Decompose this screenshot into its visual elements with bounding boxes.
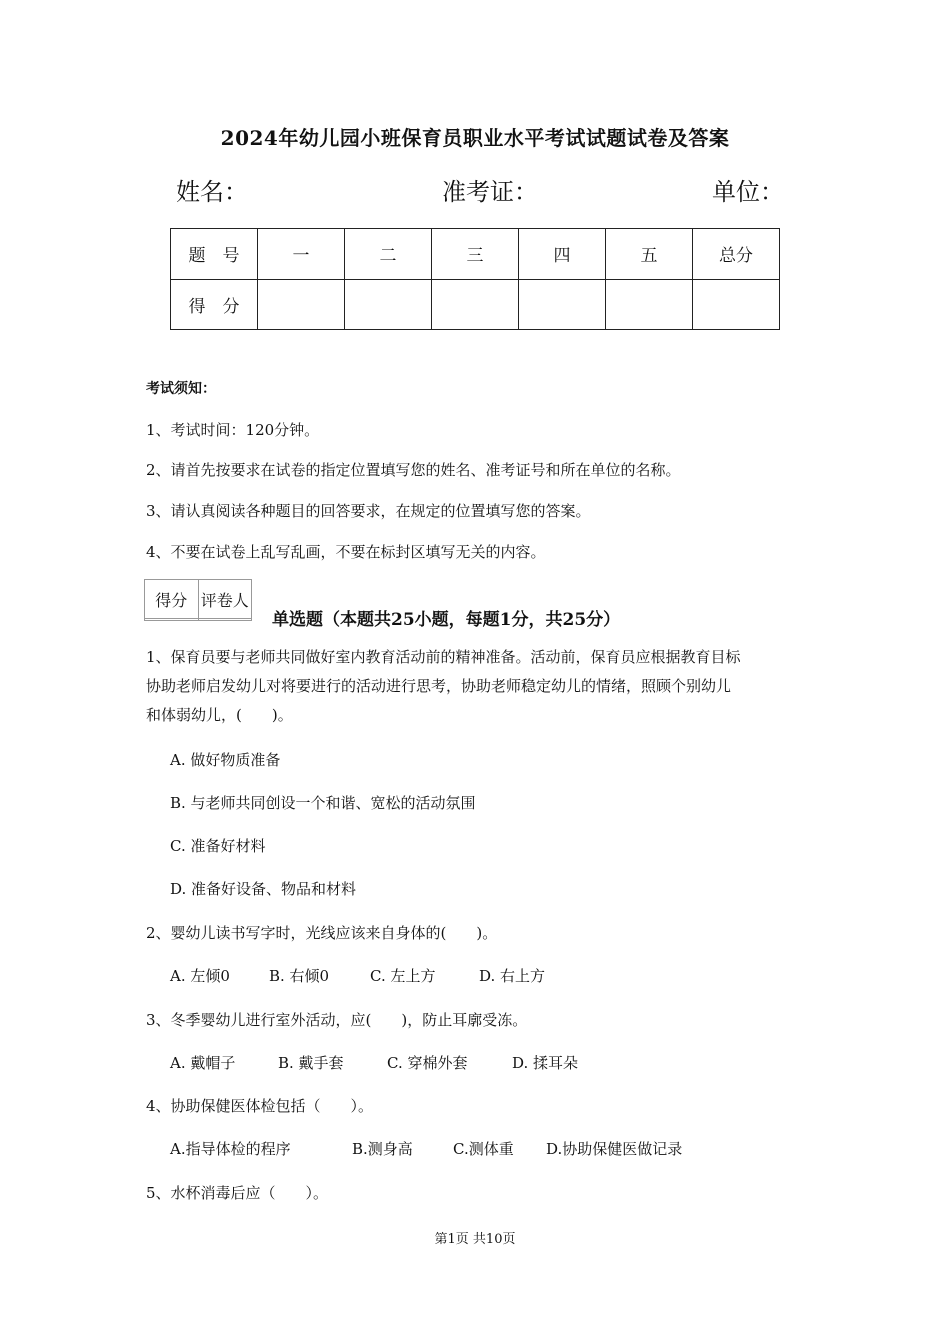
option-d: D. 右上方 — [479, 967, 546, 985]
score-cell[interactable] — [519, 279, 606, 330]
name-label: 姓名： — [176, 178, 248, 206]
notes-title: 考试须知： — [146, 381, 216, 397]
grader-box — [144, 579, 252, 621]
question-stem-line: 和体弱幼儿，( )。 — [146, 706, 293, 724]
score-header-cell: 四 — [519, 229, 606, 280]
note-item: 3、请认真阅读各种题目的回答要求，在规定的位置填写您的答案。 — [146, 502, 591, 520]
grader-score-cell[interactable] — [145, 619, 199, 621]
question-stem: 2、婴幼儿读书写字时，光线应该来自身体的( )。 — [146, 924, 498, 942]
question-stem: 4、协助保健医体检包括（ ）。 — [146, 1097, 374, 1115]
note-item: 1、考试时间：120分钟。 — [146, 421, 320, 439]
score-table-header-row — [171, 229, 780, 280]
option-c: C. 左上方 — [370, 967, 436, 985]
score-header-cell: 三 — [432, 229, 519, 280]
grader-score-label: 得分 — [145, 580, 199, 619]
question-stem: 3、冬季婴幼儿进行室外活动，应( )，防止耳廓受冻。 — [146, 1011, 528, 1029]
score-header-cell: 二 — [345, 229, 432, 280]
option-d: D. 准备好设备、物品和材料 — [170, 880, 357, 898]
option-a: A. 做好物质准备 — [170, 751, 281, 769]
grader-reviewer-cell[interactable] — [198, 619, 252, 621]
score-cell[interactable] — [258, 279, 345, 330]
page-title: 2024年幼儿园小班保育员职业水平考试试题试卷及答案 — [220, 126, 730, 150]
score-header-cell: 题 号 — [171, 229, 258, 280]
score-cell[interactable] — [693, 279, 780, 330]
option-b: B.测身高 — [352, 1140, 413, 1158]
unit-label: 单位： — [712, 178, 784, 206]
option-b: B. 与老师共同创设一个和谐、宽松的活动氛围 — [170, 794, 476, 812]
section-title: 单选题（本题共25小题，每题1分，共25分） — [272, 610, 621, 630]
option-b: B. 右倾0 — [269, 967, 330, 985]
grader-reviewer-label: 评卷人 — [198, 580, 252, 619]
option-a: A. 戴帽子 — [170, 1054, 236, 1072]
question-stem-line: 1、保育员要与老师共同做好室内教育活动前的精神准备。活动前，保育员应根据教育目标 — [146, 648, 741, 666]
question-stem: 5、水杯消毒后应（ ）。 — [146, 1184, 329, 1202]
score-table — [170, 228, 780, 330]
option-b: B. 戴手套 — [278, 1054, 344, 1072]
option-d: D. 揉耳朵 — [512, 1054, 579, 1072]
score-cell[interactable] — [606, 279, 693, 330]
score-header-cell: 总分 — [693, 229, 780, 280]
score-header-cell: 一 — [258, 229, 345, 280]
note-item: 4、不要在试卷上乱写乱画，不要在标封区填写无关的内容。 — [146, 543, 546, 561]
option-d: D.协助保健医做记录 — [546, 1140, 683, 1158]
option-a: A. 左倾0 — [170, 967, 230, 985]
option-c: C. 穿棉外套 — [387, 1054, 468, 1072]
option-a: A.指导体检的程序 — [170, 1140, 291, 1158]
score-row-label: 得 分 — [171, 279, 258, 330]
page-footer: 第1页 共10页 — [434, 1232, 516, 1247]
option-c: C.测体重 — [453, 1140, 514, 1158]
question-stem-line: 协助老师启发幼儿对将要进行的活动进行思考，协助老师稳定幼儿的情绪，照顾个别幼儿 — [146, 677, 732, 695]
score-header-cell: 五 — [606, 229, 693, 280]
exam-id-label: 准考证： — [442, 178, 538, 206]
note-item: 2、请首先按要求在试卷的指定位置填写您的姓名、准考证号和所在单位的名称。 — [146, 461, 681, 479]
score-table-score-row — [171, 279, 780, 330]
score-cell[interactable] — [345, 279, 432, 330]
score-cell[interactable] — [432, 279, 519, 330]
option-c: C. 准备好材料 — [170, 837, 266, 855]
